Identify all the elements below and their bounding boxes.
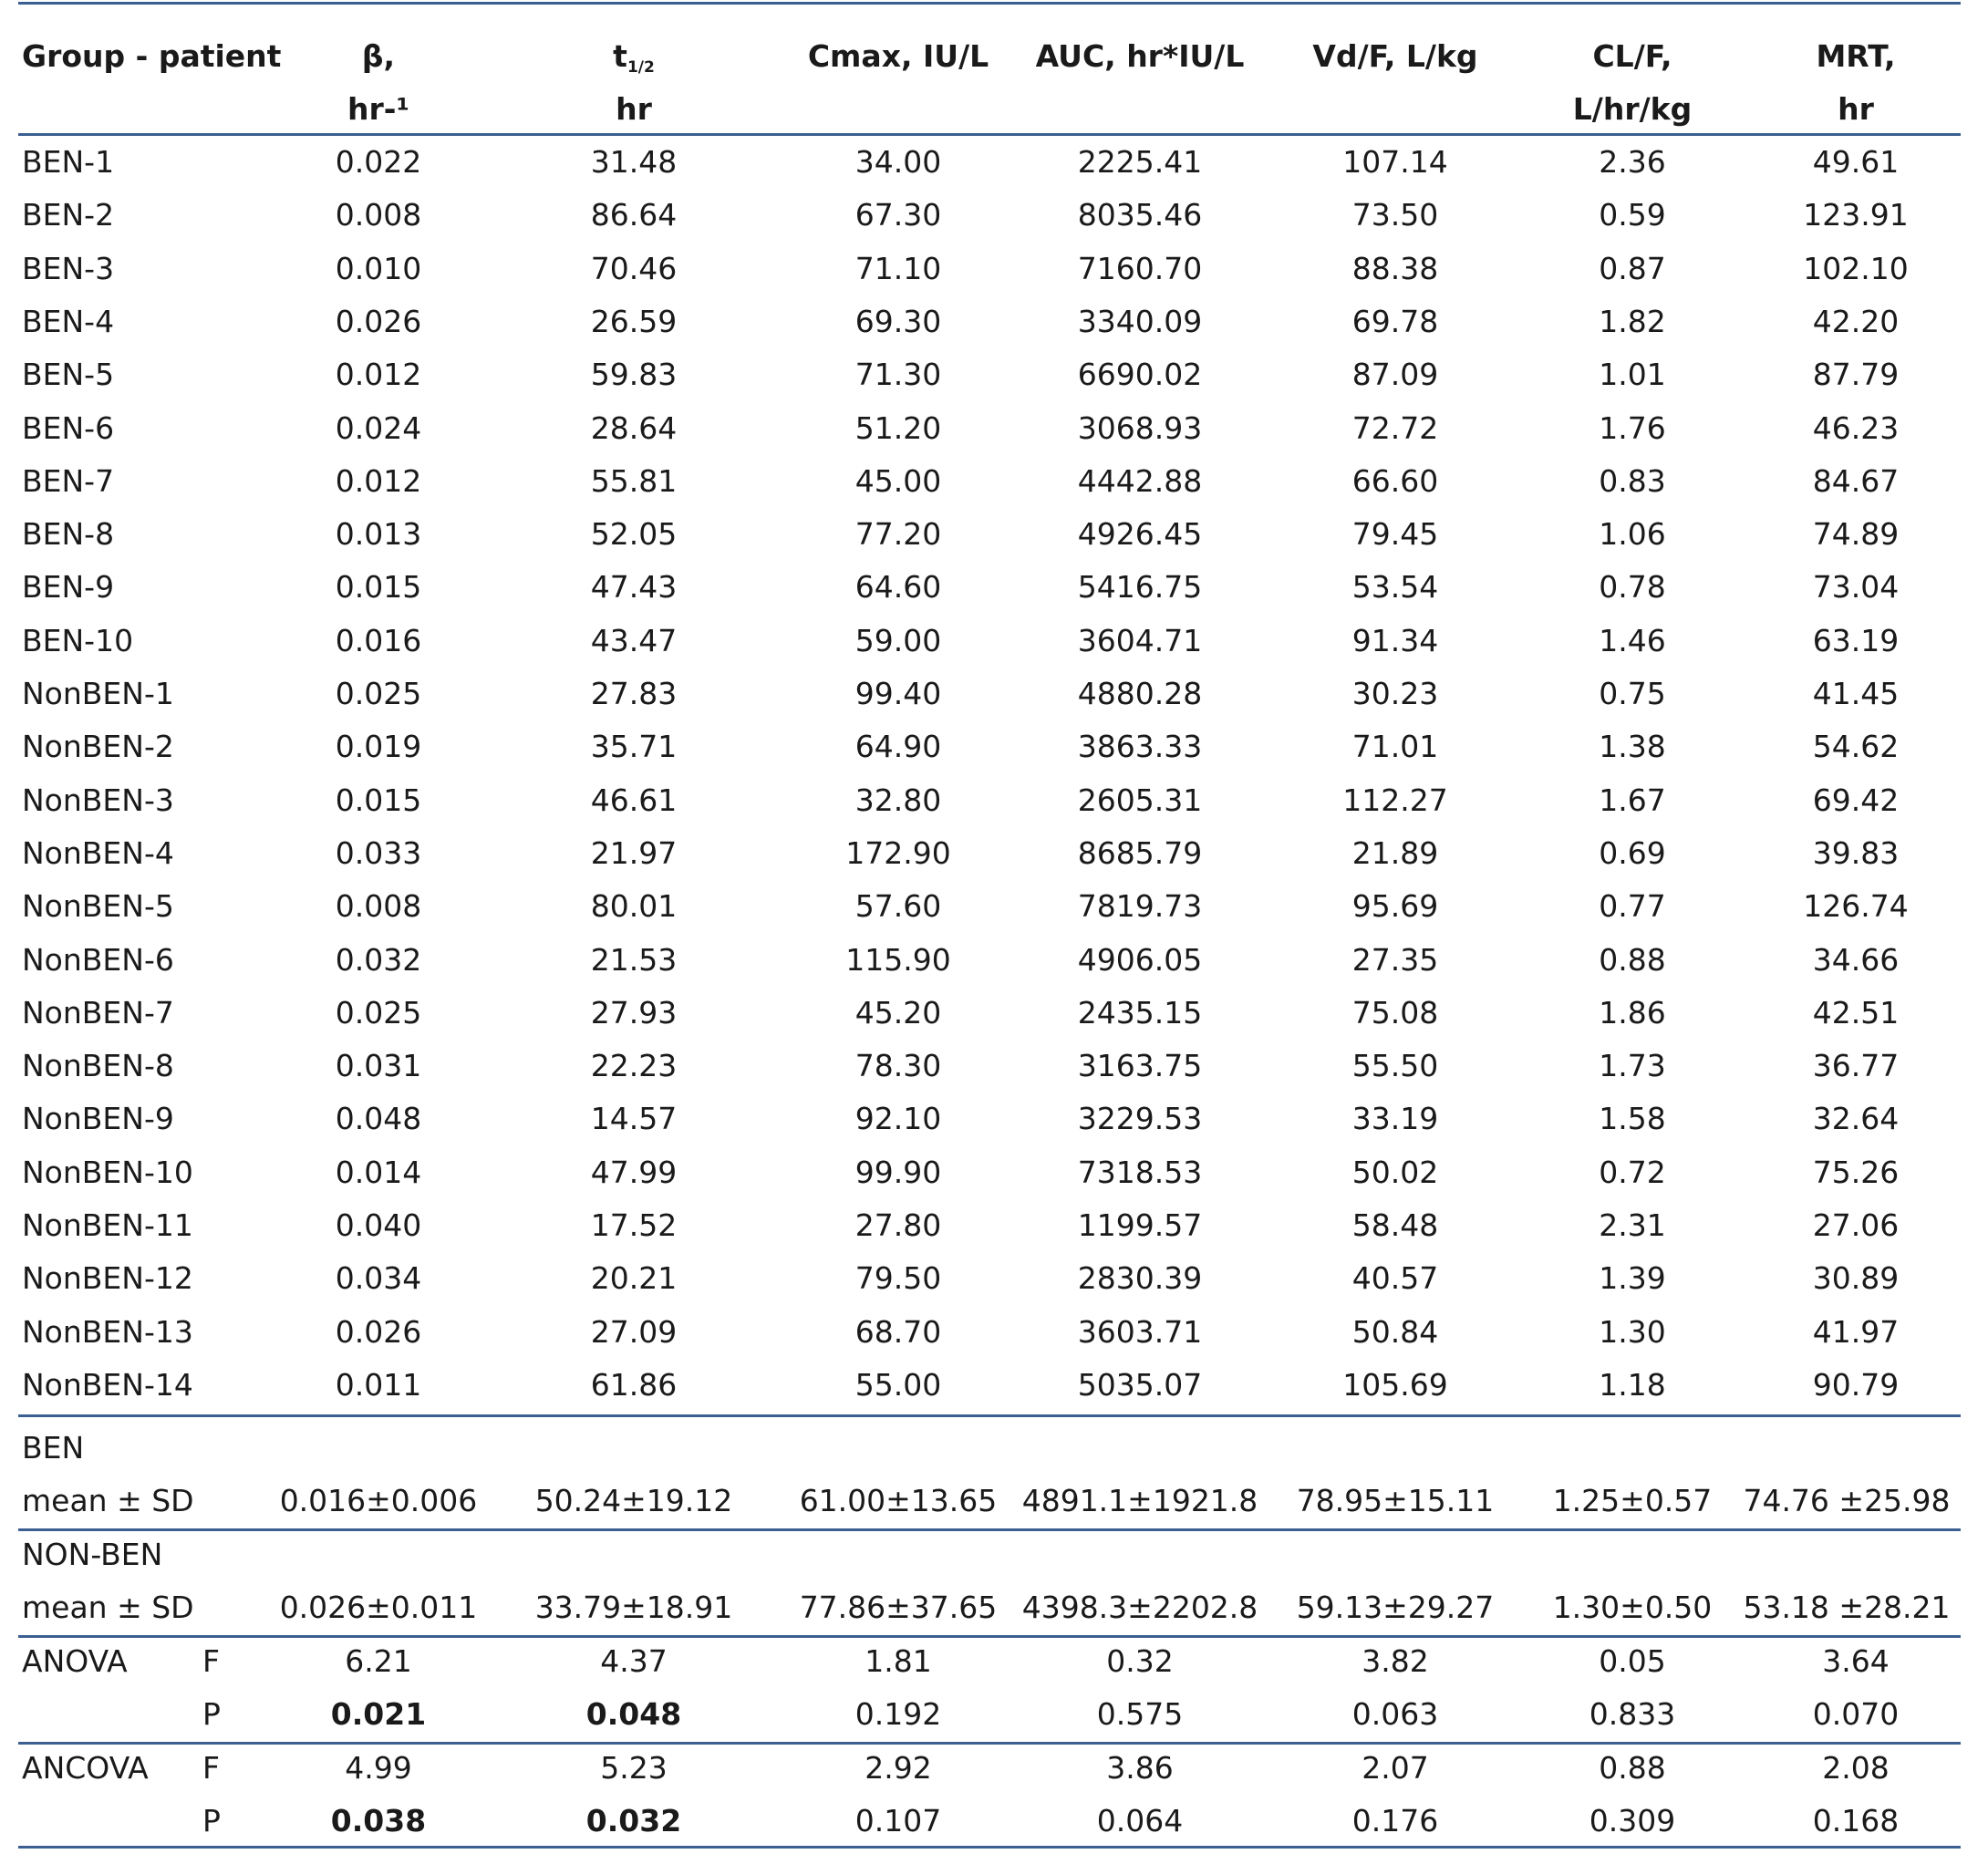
row-patient-label: NonBEN-12 (22, 1260, 193, 1297)
cell-auc: 8685.79 (1077, 834, 1203, 871)
cell-auc: 3340.09 (1077, 303, 1203, 339)
cell-vdf: 53.54 (1351, 569, 1439, 606)
table-row (18, 402, 1961, 455)
cell-vdf: 88.38 (1351, 250, 1439, 286)
cell-vdf: 87.09 (1351, 357, 1439, 393)
cell-auc: 3863.33 (1077, 729, 1203, 765)
ben-group-label: BEN (22, 1430, 85, 1466)
cell-vdf: 91.34 (1351, 622, 1439, 658)
cell-beta: 0.026 (335, 303, 422, 339)
cell-thalf: 27.09 (590, 1313, 678, 1350)
cell-mrt: 123.91 (1803, 197, 1909, 233)
table-row (18, 561, 1961, 614)
cell-thalf: 28.64 (590, 409, 678, 446)
cell-clf: 2.31 (1599, 1207, 1666, 1243)
cell-beta: 0.011 (335, 1366, 422, 1403)
ben-values-clf: 1.25±0.57 (1552, 1483, 1713, 1518)
nonben-mean-row (18, 1581, 1961, 1634)
cell-thalf: 21.97 (590, 834, 678, 871)
anova-f-label: F (202, 1643, 220, 1679)
cell-vdf: 40.57 (1351, 1260, 1439, 1297)
cell-clf: 1.01 (1599, 357, 1666, 393)
cell-mrt: 90.79 (1812, 1366, 1900, 1403)
ancova-p-mrt: 0.168 (1812, 1803, 1900, 1838)
cell-auc: 4906.05 (1077, 941, 1203, 978)
table-row (18, 243, 1961, 295)
nonben-label-row (18, 1528, 1961, 1581)
cell-thalf: 59.83 (590, 357, 678, 393)
nonben-stat-label: mean ± SD (22, 1590, 194, 1625)
cell-clf: 1.06 (1599, 516, 1666, 553)
table-row (18, 295, 1961, 348)
table-row (18, 720, 1961, 773)
anova-f-vdf: 3.82 (1362, 1643, 1429, 1679)
table-row (18, 136, 1961, 189)
cell-clf: 0.72 (1599, 1154, 1666, 1190)
row-patient-label: BEN-7 (22, 462, 115, 499)
cell-auc: 5035.07 (1077, 1366, 1203, 1403)
anova-p-mrt: 0.070 (1812, 1696, 1900, 1732)
cell-vdf: 33.19 (1351, 1101, 1439, 1137)
anova-p-label: P (202, 1696, 221, 1732)
cell-thalf: 27.83 (590, 676, 678, 711)
ancova-f-beta: 4.99 (345, 1750, 412, 1786)
cell-vdf: 50.02 (1351, 1154, 1439, 1190)
anova-f-clf: 0.05 (1599, 1643, 1666, 1679)
cell-thalf: 47.99 (590, 1154, 678, 1190)
cell-mrt: 41.97 (1812, 1313, 1900, 1350)
cell-clf: 0.87 (1599, 250, 1666, 286)
ancova-label: ANCOVA (22, 1750, 149, 1786)
table-row (18, 1093, 1961, 1145)
nonben-values-auc: 4398.3±2202.8 (1021, 1590, 1258, 1625)
cell-mrt: 63.19 (1812, 622, 1900, 658)
cell-clf: 0.59 (1599, 197, 1666, 233)
anova-p-beta: 0.021 (330, 1696, 427, 1732)
cell-beta: 0.015 (335, 569, 422, 606)
nonben-group-label: NON-BEN (22, 1537, 163, 1572)
cell-vdf: 73.50 (1351, 197, 1439, 233)
cell-thalf: 80.01 (590, 888, 678, 925)
cell-clf: 1.76 (1599, 409, 1666, 446)
cell-mrt: 54.62 (1812, 729, 1900, 765)
cell-vdf: 30.23 (1351, 676, 1439, 711)
cell-vdf: 58.48 (1351, 1207, 1439, 1243)
cell-auc: 5416.75 (1077, 569, 1203, 606)
ancova-p-auc: 0.064 (1096, 1803, 1184, 1838)
anova-p-thalf: 0.048 (585, 1696, 682, 1732)
nonben-values-cmax: 77.86±37.65 (799, 1590, 998, 1625)
cell-mrt: 30.89 (1812, 1260, 1900, 1297)
row-patient-label: NonBEN-11 (22, 1207, 193, 1243)
row-patient-label: BEN-6 (22, 409, 115, 446)
anova-f-beta: 6.21 (345, 1643, 412, 1679)
anova-f-mrt: 3.64 (1822, 1643, 1890, 1679)
cell-vdf: 72.72 (1351, 409, 1439, 446)
cell-mrt: 73.04 (1812, 569, 1900, 606)
table-row (18, 774, 1961, 827)
ben-values-mrt: 74.76 ±25.98 (1743, 1483, 1951, 1518)
cell-auc: 2225.41 (1077, 144, 1203, 180)
table-row (18, 348, 1961, 401)
nonben-values-mrt: 53.18 ±28.21 (1743, 1590, 1951, 1625)
table-row (18, 1146, 1961, 1199)
cell-cmax: 78.30 (854, 1048, 942, 1084)
cell-cmax: 71.30 (854, 357, 942, 393)
nonben-values-beta: 0.026±0.011 (279, 1590, 478, 1625)
cell-auc: 6690.02 (1077, 357, 1203, 393)
cell-thalf: 20.21 (590, 1260, 678, 1297)
cell-beta: 0.048 (335, 1101, 422, 1137)
cell-cmax: 45.00 (854, 462, 942, 499)
table-row (18, 1306, 1961, 1359)
ben-stat-label: mean ± SD (22, 1483, 194, 1518)
cell-mrt: 27.06 (1812, 1207, 1900, 1243)
row-patient-label: BEN-8 (22, 516, 115, 553)
cell-auc: 7160.70 (1077, 250, 1203, 286)
ancova-f-thalf: 5.23 (600, 1750, 668, 1786)
cell-clf: 0.75 (1599, 676, 1666, 711)
ancova-p-clf: 0.309 (1589, 1803, 1676, 1838)
cell-mrt: 102.10 (1803, 250, 1909, 286)
table-row (18, 1040, 1961, 1093)
cell-thalf: 86.64 (590, 197, 678, 233)
header-thalf-unit: hr (616, 91, 652, 127)
cell-clf: 0.78 (1599, 569, 1666, 606)
cell-beta: 0.033 (335, 834, 422, 871)
cell-auc: 4442.88 (1077, 462, 1203, 499)
cell-thalf: 22.23 (590, 1048, 678, 1084)
cell-mrt: 126.74 (1803, 888, 1909, 925)
cell-beta: 0.040 (335, 1207, 422, 1243)
cell-mrt: 84.67 (1812, 462, 1900, 499)
cell-vdf: 50.84 (1351, 1313, 1439, 1350)
cell-clf: 1.39 (1599, 1260, 1666, 1297)
ben-values-cmax: 61.00±13.65 (799, 1483, 998, 1518)
cell-thalf: 26.59 (590, 303, 678, 339)
ancova-p-thalf: 0.032 (585, 1803, 682, 1838)
cell-auc: 2435.15 (1077, 994, 1203, 1031)
cell-beta: 0.008 (335, 197, 422, 233)
ancova-p-label: P (202, 1803, 221, 1838)
cell-mrt: 36.77 (1812, 1048, 1900, 1084)
ancova-f-row (18, 1742, 1961, 1795)
header-auc: AUC, hr*IU/L (1035, 38, 1245, 74)
cell-mrt: 32.64 (1812, 1101, 1900, 1137)
cell-mrt: 41.45 (1812, 676, 1900, 711)
cell-clf: 0.69 (1599, 834, 1666, 871)
ancova-p-beta: 0.038 (330, 1803, 427, 1838)
table-row (18, 189, 1961, 242)
table-row (18, 934, 1961, 987)
cell-vdf: 69.78 (1351, 303, 1439, 339)
row-patient-label: NonBEN-6 (22, 941, 174, 978)
cell-thalf: 17.52 (590, 1207, 678, 1243)
cell-mrt: 39.83 (1812, 834, 1900, 871)
ancova-f-vdf: 2.07 (1362, 1750, 1429, 1786)
cell-mrt: 69.42 (1812, 782, 1900, 818)
cell-vdf: 21.89 (1351, 834, 1439, 871)
nonben-values-clf: 1.30±0.50 (1552, 1590, 1713, 1625)
cell-auc: 7819.73 (1077, 888, 1203, 925)
header-clf-unit: L/hr/kg (1572, 91, 1693, 127)
cell-auc: 7318.53 (1077, 1154, 1203, 1190)
header-thalf: $t_{1/2}$ (613, 38, 655, 77)
cell-beta: 0.010 (335, 250, 422, 286)
anova-p-cmax: 0.192 (854, 1696, 942, 1732)
cell-cmax: 59.00 (854, 622, 942, 658)
table-row (18, 1359, 1961, 1412)
header-mrt-unit: hr (1838, 91, 1874, 127)
header-beta: β, (361, 38, 396, 74)
cell-thalf: 31.48 (590, 144, 678, 180)
cell-vdf: 95.69 (1351, 888, 1439, 925)
cell-beta: 0.014 (335, 1154, 422, 1190)
cell-vdf: 112.27 (1342, 782, 1448, 818)
ancova-f-auc: 3.86 (1106, 1750, 1174, 1786)
cell-clf: 2.36 (1599, 144, 1666, 180)
row-patient-label: NonBEN-8 (22, 1048, 174, 1084)
cell-beta: 0.012 (335, 357, 422, 393)
table-top-rule (18, 2, 1961, 5)
cell-beta: 0.031 (335, 1048, 422, 1084)
cell-cmax: 99.40 (854, 676, 942, 711)
cell-mrt: 42.51 (1812, 994, 1900, 1031)
cell-beta: 0.015 (335, 782, 422, 818)
cell-vdf: 66.60 (1351, 462, 1439, 499)
ancova-f-label: F (202, 1750, 220, 1786)
cell-cmax: 34.00 (854, 144, 942, 180)
table-bottom-rule (18, 1846, 1961, 1849)
row-patient-label: NonBEN-1 (22, 676, 174, 711)
header-row-2 (18, 83, 1961, 136)
header-mrt: MRT, (1816, 38, 1896, 74)
anova-f-row (18, 1635, 1961, 1688)
cell-auc: 3068.93 (1077, 409, 1203, 446)
cell-clf: 0.88 (1599, 941, 1666, 978)
cell-cmax: 79.50 (854, 1260, 942, 1297)
row-patient-label: NonBEN-5 (22, 888, 174, 925)
ben-mean-row (18, 1475, 1961, 1528)
row-patient-label: BEN-4 (22, 303, 115, 339)
cell-clf: 1.38 (1599, 729, 1666, 765)
ancova-f-cmax: 2.92 (865, 1750, 932, 1786)
anova-label: ANOVA (22, 1643, 128, 1679)
cell-clf: 0.77 (1599, 888, 1666, 925)
anova-f-cmax: 1.81 (865, 1643, 932, 1679)
cell-beta: 0.022 (335, 144, 422, 180)
ben-values-auc: 4891.1±1921.8 (1021, 1483, 1258, 1518)
row-patient-label: NonBEN-2 (22, 729, 174, 765)
cell-cmax: 172.90 (845, 834, 951, 871)
cell-auc: 3229.53 (1077, 1101, 1203, 1137)
table-row (18, 827, 1961, 880)
nonben-values-thalf: 33.79±18.91 (534, 1590, 733, 1625)
header-clf: CL/F, (1592, 38, 1672, 74)
cell-thalf: 47.43 (590, 569, 678, 606)
anova-p-vdf: 0.063 (1351, 1696, 1439, 1732)
cell-clf: 1.67 (1599, 782, 1666, 818)
cell-cmax: 55.00 (854, 1366, 942, 1403)
table-row (18, 1199, 1961, 1252)
row-patient-label: NonBEN-7 (22, 994, 174, 1031)
cell-thalf: 21.53 (590, 941, 678, 978)
cell-auc: 4880.28 (1077, 676, 1203, 711)
cell-beta: 0.016 (335, 622, 422, 658)
anova-f-thalf: 4.37 (600, 1643, 668, 1679)
cell-vdf: 79.45 (1351, 516, 1439, 553)
cell-cmax: 69.30 (854, 303, 942, 339)
cell-vdf: 75.08 (1351, 994, 1439, 1031)
cell-clf: 1.82 (1599, 303, 1666, 339)
row-patient-label: BEN-5 (22, 357, 115, 393)
cell-clf: 1.18 (1599, 1366, 1666, 1403)
header-vdf: Vd/F, L/kg (1312, 38, 1478, 74)
row-patient-label: BEN-9 (22, 569, 115, 606)
table-row (18, 615, 1961, 668)
cell-cmax: 45.20 (854, 994, 942, 1031)
cell-auc: 4926.45 (1077, 516, 1203, 553)
table-row (18, 508, 1961, 561)
cell-mrt: 34.66 (1812, 941, 1900, 978)
cell-clf: 1.30 (1599, 1313, 1666, 1350)
cell-mrt: 49.61 (1812, 144, 1900, 180)
row-patient-label: NonBEN-14 (22, 1366, 193, 1403)
row-patient-label: NonBEN-4 (22, 834, 174, 871)
cell-cmax: 68.70 (854, 1313, 942, 1350)
cell-cmax: 77.20 (854, 516, 942, 553)
cell-cmax: 92.10 (854, 1101, 942, 1137)
cell-thalf: 46.61 (590, 782, 678, 818)
cell-thalf: 35.71 (590, 729, 678, 765)
anova-p-row (18, 1688, 1961, 1741)
cell-thalf: 70.46 (590, 250, 678, 286)
row-patient-label: BEN-10 (22, 622, 134, 658)
cell-cmax: 51.20 (854, 409, 942, 446)
anova-f-auc: 0.32 (1106, 1643, 1174, 1679)
cell-auc: 8035.46 (1077, 197, 1203, 233)
anova-p-auc: 0.575 (1096, 1696, 1184, 1732)
cell-cmax: 115.90 (845, 941, 951, 978)
header-group: Group - patient (22, 38, 282, 74)
ben-values-beta: 0.016±0.006 (279, 1483, 478, 1518)
ancova-p-row (18, 1795, 1961, 1848)
cell-vdf: 27.35 (1351, 941, 1439, 978)
cell-cmax: 32.80 (854, 782, 942, 818)
cell-beta: 0.019 (335, 729, 422, 765)
cell-clf: 1.86 (1599, 994, 1666, 1031)
row-patient-label: NonBEN-13 (22, 1313, 193, 1350)
table-row (18, 987, 1961, 1040)
cell-beta: 0.013 (335, 516, 422, 553)
cell-thalf: 43.47 (590, 622, 678, 658)
cell-beta: 0.025 (335, 994, 422, 1031)
cell-vdf: 107.14 (1342, 144, 1448, 180)
ancova-p-vdf: 0.176 (1351, 1803, 1439, 1838)
cell-beta: 0.008 (335, 888, 422, 925)
cell-cmax: 57.60 (854, 888, 942, 925)
cell-beta: 0.026 (335, 1313, 422, 1350)
ancova-f-clf: 0.88 (1599, 1750, 1666, 1786)
cell-clf: 1.58 (1599, 1101, 1666, 1137)
cell-vdf: 71.01 (1351, 729, 1439, 765)
cell-cmax: 67.30 (854, 197, 942, 233)
cell-auc: 3163.75 (1077, 1048, 1203, 1084)
cell-beta: 0.034 (335, 1260, 422, 1297)
cell-thalf: 52.05 (590, 516, 678, 553)
cell-auc: 2605.31 (1077, 782, 1203, 818)
cell-auc: 3604.71 (1077, 622, 1203, 658)
cell-beta: 0.024 (335, 409, 422, 446)
row-patient-label: BEN-2 (22, 197, 115, 233)
cell-vdf: 105.69 (1342, 1366, 1448, 1403)
row-patient-label: NonBEN-10 (22, 1154, 193, 1190)
cell-beta: 0.025 (335, 676, 422, 711)
cell-cmax: 99.90 (854, 1154, 942, 1190)
cell-vdf: 55.50 (1351, 1048, 1439, 1084)
cell-beta: 0.012 (335, 462, 422, 499)
row-patient-label: BEN-1 (22, 144, 115, 180)
ben-label-row (18, 1422, 1961, 1475)
cell-cmax: 64.60 (854, 569, 942, 606)
cell-beta: 0.032 (335, 941, 422, 978)
anova-p-clf: 0.833 (1589, 1696, 1676, 1732)
header-cmax: Cmax, IU/L (807, 38, 989, 74)
cell-mrt: 42.20 (1812, 303, 1900, 339)
table-row (18, 668, 1961, 720)
cell-auc: 2830.39 (1077, 1260, 1203, 1297)
cell-cmax: 64.90 (854, 729, 942, 765)
table-row (18, 455, 1961, 508)
ancova-p-cmax: 0.107 (854, 1803, 942, 1838)
cell-mrt: 75.26 (1812, 1154, 1900, 1190)
cell-mrt: 87.79 (1812, 357, 1900, 393)
cell-cmax: 71.10 (854, 250, 942, 286)
ben-values-vdf: 78.95±15.11 (1296, 1483, 1495, 1518)
cell-thalf: 27.93 (590, 994, 678, 1031)
table-row (18, 880, 1961, 933)
header-row-1 (18, 30, 1961, 83)
nonben-values-vdf: 59.13±29.27 (1296, 1590, 1495, 1625)
cell-auc: 1199.57 (1077, 1207, 1203, 1243)
header-beta-unit: hr-¹ (347, 91, 409, 127)
cell-auc: 3603.71 (1077, 1313, 1203, 1350)
row-patient-label: BEN-3 (22, 250, 115, 286)
ben-values-thalf: 50.24±19.12 (534, 1483, 733, 1518)
table-row (18, 1252, 1961, 1305)
cell-cmax: 27.80 (854, 1207, 942, 1243)
cell-clf: 1.73 (1599, 1048, 1666, 1084)
cell-clf: 0.83 (1599, 462, 1666, 499)
cell-thalf: 14.57 (590, 1101, 678, 1137)
cell-mrt: 46.23 (1812, 409, 1900, 446)
cell-clf: 1.46 (1599, 622, 1666, 658)
ancova-f-mrt: 2.08 (1822, 1750, 1890, 1786)
cell-thalf: 55.81 (590, 462, 678, 499)
cell-mrt: 74.89 (1812, 516, 1900, 553)
row-patient-label: NonBEN-9 (22, 1101, 174, 1137)
rows-bottom-rule (18, 1414, 1961, 1417)
row-patient-label: NonBEN-3 (22, 782, 174, 818)
cell-thalf: 61.86 (590, 1366, 678, 1403)
